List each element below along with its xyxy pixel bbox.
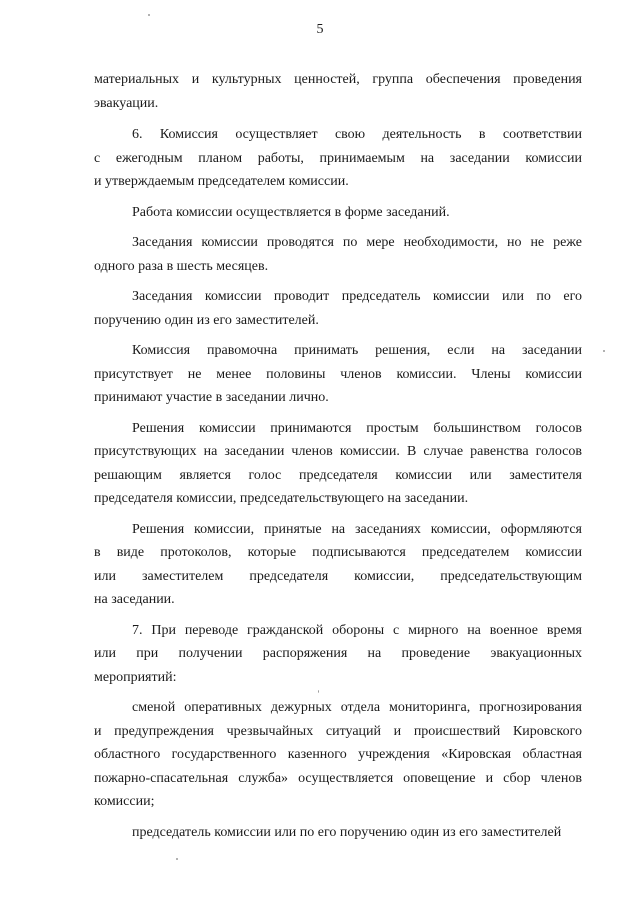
text-line: на заседании. — [94, 592, 175, 607]
scan-speck — [176, 858, 178, 860]
paragraph-p2 — [94, 201, 582, 225]
paragraph-p4 — [94, 285, 582, 332]
text-line: эвакуации. — [94, 95, 159, 111]
text-line: с ежегодным планом работы, принимаемым на заседании комиссии — [94, 150, 582, 166]
paragraph-p6 — [94, 417, 582, 511]
text-line: Комиссия правомочна принимать решения, если на заседании — [132, 343, 582, 358]
paragraph-p10 — [94, 821, 582, 845]
paragraph-p3 — [94, 231, 582, 278]
text-line: Заседания комиссии проводятся по мере необходимости, но не реже — [132, 235, 582, 250]
text-line: одного раза в шесть месяцев. — [94, 258, 269, 274]
paragraph-p1 — [94, 123, 582, 194]
text-line: 7. При переводе гражданской обороны с мирного на военное время — [132, 622, 582, 638]
text-line: областного государственного казенного учреждения «Кировская областная — [94, 747, 582, 762]
text-line: или заместителем председателя комиссии, председательствующим — [94, 568, 582, 584]
text-line: присутствующих на заседании членов комиссии. В случае равенства голосов — [94, 444, 582, 459]
text-line: председатель комиссии или по его поручению один из его заместителей — [132, 824, 562, 840]
text-line: председателя комиссии, председательствующего на заседании. — [94, 491, 469, 506]
document-body — [94, 68, 582, 851]
scan-speck — [148, 14, 150, 16]
scan-speck — [318, 690, 319, 693]
text-line: решающим является голос председателя комиссии или заместителя — [94, 467, 582, 483]
text-line: комиссии; — [94, 794, 155, 809]
text-line: Решения комиссии, принятые на заседаниях комиссии, оформляются — [132, 521, 582, 537]
paragraph-p5 — [94, 339, 582, 410]
text-line: поручению один из его заместителей. — [94, 312, 319, 328]
text-line: сменой оперативных дежурных отдела мониторинга, прогнозирования — [132, 700, 582, 715]
paragraph-p7 — [94, 518, 582, 612]
paragraph-p9 — [94, 696, 582, 814]
text-line: принимают участие в заседании лично. — [94, 390, 329, 405]
text-line: Заседания комиссии проводит председатель комиссии или по его — [132, 289, 582, 304]
text-line: Решения комиссии принимаются простым большинством голосов — [132, 420, 582, 436]
text-line: и утверждаемым председателем комиссии. — [94, 174, 349, 189]
scan-speck — [603, 350, 605, 352]
text-line: в виде протоколов, которые подписываются председателем комиссии — [94, 545, 582, 560]
text-line: или при получении распоряжения на проведение эвакуационных — [94, 646, 582, 661]
paragraph-p8 — [94, 619, 582, 690]
text-line: материальных и культурных ценностей, группа обеспечения проведения — [94, 72, 582, 87]
text-line: присутствует не менее половины членов комиссии. Члены комиссии — [94, 366, 582, 382]
text-line: пожарно-спасательная служба» осуществляется оповещение и сбор членов — [94, 770, 582, 786]
text-line: мероприятий: — [94, 669, 177, 685]
text-line: и предупреждения чрезвычайных ситуаций и происшествий Кировского — [94, 723, 582, 739]
page-number: 5 — [316, 22, 324, 37]
text-line: Работа комиссии осуществляется в форме заседаний. — [132, 204, 450, 220]
text-line: 6. Комиссия осуществляет свою деятельность в соответствии — [132, 127, 582, 142]
paragraph-p0 — [94, 68, 582, 115]
